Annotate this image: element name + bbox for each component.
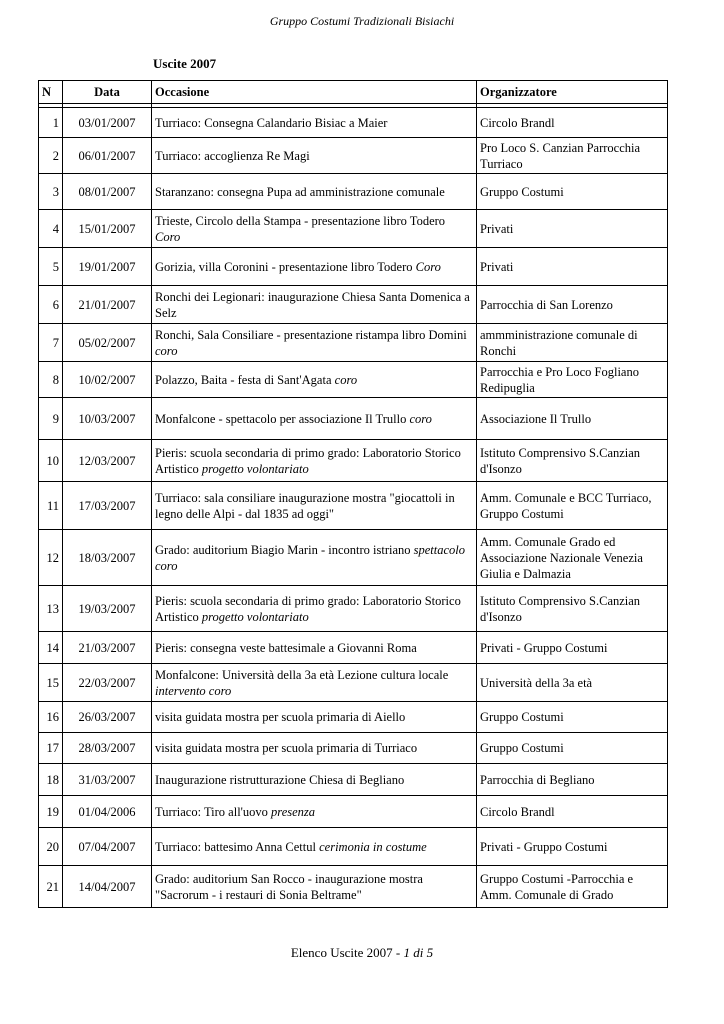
row-occasion bbox=[152, 286, 477, 324]
row-number: 13 bbox=[39, 586, 63, 632]
row-occasion bbox=[152, 138, 477, 174]
occasion-note: Coro bbox=[415, 259, 441, 274]
row-date: 28/03/2007 bbox=[63, 733, 152, 764]
table-row bbox=[39, 632, 668, 664]
row-occasion bbox=[152, 440, 477, 482]
row-number: 21 bbox=[39, 866, 63, 908]
occasion-text: Gorizia, villa Coronini - presentazione libro Todero bbox=[155, 259, 413, 274]
table-row bbox=[39, 286, 668, 324]
occasion-text: Turriaco: Consegna Calandario Bisiac a Maier bbox=[155, 115, 388, 130]
row-date: 26/03/2007 bbox=[63, 702, 152, 733]
row-organizer: Pro Loco S. Canzian Parrocchia Turriaco bbox=[477, 138, 668, 174]
row-organizer: Circolo Brandl bbox=[477, 108, 668, 138]
table-row bbox=[39, 702, 668, 733]
row-number: 3 bbox=[39, 174, 63, 210]
table-row bbox=[39, 248, 668, 286]
row-number: 5 bbox=[39, 248, 63, 286]
page-footer bbox=[0, 945, 724, 961]
table-row bbox=[39, 764, 668, 796]
row-occasion bbox=[152, 664, 477, 702]
table-row bbox=[39, 828, 668, 866]
events-table bbox=[38, 80, 668, 908]
row-number: 4 bbox=[39, 210, 63, 248]
occasion-text: Polazzo, Baita - festa di Sant'Agata bbox=[155, 372, 332, 387]
column-header-date: Data bbox=[63, 81, 152, 104]
occasion-text: Monfalcone - spettacolo per associazione Il Trullo bbox=[155, 411, 407, 426]
table-row bbox=[39, 398, 668, 440]
occasion-note: intervento coro bbox=[155, 683, 232, 698]
table-row bbox=[39, 324, 668, 362]
occasion-note: presenza bbox=[271, 804, 316, 819]
row-organizer: Circolo Brandl bbox=[477, 796, 668, 828]
table-row bbox=[39, 108, 668, 138]
row-organizer: Parrocchia di Begliano bbox=[477, 764, 668, 796]
row-occasion bbox=[152, 866, 477, 908]
row-date: 10/02/2007 bbox=[63, 362, 152, 398]
row-organizer: Gruppo Costumi bbox=[477, 702, 668, 733]
occasion-text: Inaugurazione ristrutturazione Chiesa di Begliano bbox=[155, 772, 405, 787]
row-number: 11 bbox=[39, 482, 63, 530]
row-date: 03/01/2007 bbox=[63, 108, 152, 138]
row-organizer: Istituto Comprensivo S.Canzian d'Isonzo bbox=[477, 440, 668, 482]
table-row bbox=[39, 210, 668, 248]
row-occasion bbox=[152, 796, 477, 828]
row-date: 06/01/2007 bbox=[63, 138, 152, 174]
occasion-note: progetto volontariato bbox=[201, 461, 309, 476]
events-table-body bbox=[39, 108, 668, 908]
row-occasion bbox=[152, 828, 477, 866]
row-number: 2 bbox=[39, 138, 63, 174]
row-occasion bbox=[152, 210, 477, 248]
document-header: Gruppo Costumi Tradizionali Bisiachi bbox=[269, 14, 455, 28]
row-number: 1 bbox=[39, 108, 63, 138]
table-row bbox=[39, 440, 668, 482]
footer-label: Elenco Uscite 2007 - bbox=[290, 945, 401, 960]
occasion-text: Pieris: scuola secondaria di primo grado: Laboratorio Storico Artistico bbox=[155, 445, 461, 476]
row-date: 31/03/2007 bbox=[63, 764, 152, 796]
row-date: 19/03/2007 bbox=[63, 586, 152, 632]
occasion-note: Coro bbox=[155, 229, 181, 244]
occasion-text: Pieris: consegna veste battesimale a Giovanni Roma bbox=[155, 640, 417, 655]
occasion-text: Turriaco: battesimo Anna Cettul bbox=[155, 839, 316, 854]
occasion-text: visita guidata mostra per scuola primaria di Turriaco bbox=[155, 741, 418, 755]
occasion-text: Grado: auditorium San Rocco - inaugurazione mostra "Sacrorum - i restauri di Sonia Beltrame" bbox=[155, 871, 423, 902]
occasion-text: Turriaco: sala consiliare inaugurazione mostra "giocattoli in legno delle Alpi - dal 1835 ad oggi" bbox=[155, 490, 455, 521]
row-organizer: Istituto Comprensivo S.Canzian d'Isonzo bbox=[477, 586, 668, 632]
column-header-organizer: Organizzatore bbox=[477, 81, 668, 104]
row-number: 6 bbox=[39, 286, 63, 324]
occasion-text: Staranzano: consegna Pupa ad amministrazione comunale bbox=[155, 184, 445, 199]
row-occasion bbox=[152, 586, 477, 632]
row-organizer: Gruppo Costumi bbox=[477, 733, 668, 764]
row-occasion bbox=[152, 530, 477, 586]
footer-page-number: 1 di 5 bbox=[403, 945, 434, 960]
row-organizer: Parrocchia di San Lorenzo bbox=[477, 286, 668, 324]
occasion-text: Turriaco: accoglienza Re Magi bbox=[155, 148, 310, 163]
table-row bbox=[39, 586, 668, 632]
row-organizer: Privati bbox=[477, 210, 668, 248]
row-organizer: ammministrazione comunale di Ronchi bbox=[477, 324, 668, 362]
row-occasion bbox=[152, 362, 477, 398]
row-organizer: Gruppo Costumi bbox=[477, 174, 668, 210]
document-title: Uscite 2007 bbox=[153, 56, 217, 71]
row-organizer: Amm. Comunale e BCC Turriaco, Gruppo Costumi bbox=[477, 482, 668, 530]
row-organizer: Università della 3a età bbox=[477, 664, 668, 702]
occasion-text: Ronchi, Sala Consiliare - presentazione ristampa libro Domini bbox=[155, 327, 467, 342]
table-row bbox=[39, 174, 668, 210]
occasion-note: coro bbox=[409, 411, 432, 426]
occasion-text: Grado: auditorium Biagio Marin - incontro istriano bbox=[155, 542, 411, 557]
table-row bbox=[39, 664, 668, 702]
occasion-text: Pieris: scuola secondaria di primo grado: Laboratorio Storico Artistico bbox=[155, 593, 461, 624]
row-date: 15/01/2007 bbox=[63, 210, 152, 248]
row-occasion bbox=[152, 108, 477, 138]
occasion-note: coro bbox=[155, 343, 178, 358]
table-row bbox=[39, 530, 668, 586]
row-occasion bbox=[152, 398, 477, 440]
row-organizer: Parrocchia e Pro Loco Fogliano Redipuglia bbox=[477, 362, 668, 398]
row-date: 18/03/2007 bbox=[63, 530, 152, 586]
occasion-text: Turriaco: Tiro all'uovo bbox=[155, 804, 268, 819]
table-row bbox=[39, 796, 668, 828]
row-date: 10/03/2007 bbox=[63, 398, 152, 440]
column-header-n: N bbox=[39, 81, 63, 104]
row-number: 7 bbox=[39, 324, 63, 362]
row-number: 18 bbox=[39, 764, 63, 796]
row-date: 19/01/2007 bbox=[63, 248, 152, 286]
row-number: 17 bbox=[39, 733, 63, 764]
row-date: 12/03/2007 bbox=[63, 440, 152, 482]
row-date: 05/02/2007 bbox=[63, 324, 152, 362]
row-number: 14 bbox=[39, 632, 63, 664]
table-row bbox=[39, 362, 668, 398]
row-organizer: Associazione Il Trullo bbox=[477, 398, 668, 440]
row-date: 22/03/2007 bbox=[63, 664, 152, 702]
row-number: 9 bbox=[39, 398, 63, 440]
row-organizer: Privati - Gruppo Costumi bbox=[477, 828, 668, 866]
occasion-note: progetto volontariato bbox=[201, 609, 309, 624]
row-number: 8 bbox=[39, 362, 63, 398]
row-occasion bbox=[152, 482, 477, 530]
table-row bbox=[39, 138, 668, 174]
table-row bbox=[39, 482, 668, 530]
row-number: 12 bbox=[39, 530, 63, 586]
row-date: 07/04/2007 bbox=[63, 828, 152, 866]
occasion-note: spettacolo coro bbox=[155, 542, 466, 573]
row-occasion bbox=[152, 248, 477, 286]
row-date: 08/01/2007 bbox=[63, 174, 152, 210]
row-occasion bbox=[152, 733, 477, 764]
occasion-text: Ronchi dei Legionari: inaugurazione Chiesa Santa Domenica a Selz bbox=[155, 289, 470, 320]
occasion-text: Monfalcone: Università della 3a età Lezione cultura locale bbox=[155, 667, 449, 682]
row-number: 10 bbox=[39, 440, 63, 482]
row-organizer: Privati bbox=[477, 248, 668, 286]
row-occasion bbox=[152, 702, 477, 733]
table-header-row bbox=[39, 81, 668, 104]
row-date: 01/04/2006 bbox=[63, 796, 152, 828]
row-date: 21/03/2007 bbox=[63, 632, 152, 664]
row-occasion bbox=[152, 324, 477, 362]
row-date: 17/03/2007 bbox=[63, 482, 152, 530]
column-header-occasion: Occasione bbox=[152, 81, 477, 104]
row-occasion bbox=[152, 632, 477, 664]
table-row bbox=[39, 866, 668, 908]
table-row bbox=[39, 733, 668, 764]
occasion-note: coro bbox=[334, 372, 358, 387]
row-occasion bbox=[152, 764, 477, 796]
row-occasion bbox=[152, 174, 477, 210]
row-number: 20 bbox=[39, 828, 63, 866]
row-number: 19 bbox=[39, 796, 63, 828]
row-number: 15 bbox=[39, 664, 63, 702]
occasion-text: Trieste, Circolo della Stampa - presentazione libro Todero bbox=[155, 213, 446, 228]
row-number: 16 bbox=[39, 702, 63, 733]
occasion-text: visita guidata mostra per scuola primaria di Aiello bbox=[155, 710, 406, 724]
row-organizer: Gruppo Costumi -Parrocchia e Amm. Comunale di Grado bbox=[477, 866, 668, 908]
row-date: 14/04/2007 bbox=[63, 866, 152, 908]
row-organizer: Privati - Gruppo Costumi bbox=[477, 632, 668, 664]
occasion-note: cerimonia in costume bbox=[319, 839, 427, 854]
row-organizer: Amm. Comunale Grado ed Associazione Nazionale Venezia Giulia e Dalmazia bbox=[477, 530, 668, 586]
row-date: 21/01/2007 bbox=[63, 286, 152, 324]
